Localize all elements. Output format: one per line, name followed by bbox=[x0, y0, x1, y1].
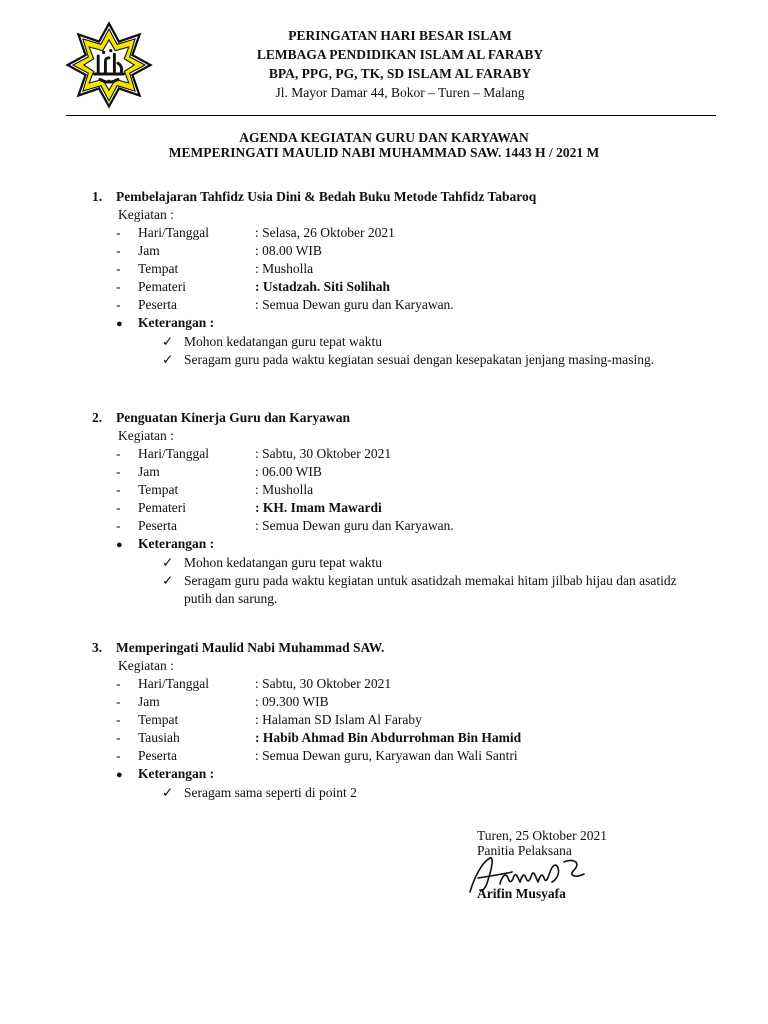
section-number: 1. bbox=[92, 189, 103, 204]
keterangan-label: Keterangan : bbox=[138, 536, 215, 551]
keterangan-heading bbox=[92, 766, 702, 784]
section-title: Pembelajaran Tahfidz Usia Dini & Bedah Buku Metode Tahfidz Tabaroq bbox=[116, 189, 537, 204]
letterhead-line-2: LEMBAGA PENDIDIKAN ISLAM AL FARABY bbox=[256, 47, 544, 62]
detail-value: : Halaman SD Islam Al Faraby bbox=[255, 712, 422, 727]
detail-row: - Jam : 09.300 WIB bbox=[116, 694, 329, 709]
detail-row: - Jam : 08.00 WIB bbox=[116, 243, 322, 258]
detail-label: Hari/Tanggal bbox=[138, 676, 210, 691]
note-text: Seragam sama seperti di point 2 bbox=[184, 785, 357, 800]
agenda-section-3 bbox=[92, 640, 702, 802]
detail-row: - Tempat : Musholla bbox=[116, 261, 314, 276]
letterhead-line-1: PERINGATAN HARI BESAR ISLAM bbox=[288, 28, 512, 43]
header-divider bbox=[66, 115, 716, 116]
note-item bbox=[92, 351, 702, 369]
detail-label: Tempat bbox=[138, 482, 179, 497]
detail-value: : 06.00 WIB bbox=[255, 464, 322, 479]
detail-value: : Semua Dewan guru dan Karyawan. bbox=[255, 518, 454, 533]
detail-label: Jam bbox=[138, 464, 160, 479]
detail-label: Tempat bbox=[138, 261, 179, 276]
letterhead-address: Jl. Mayor Damar 44, Bokor – Turen – Malang bbox=[275, 85, 525, 100]
note-item bbox=[92, 784, 702, 802]
detail-label: Hari/Tanggal bbox=[138, 446, 210, 461]
keterangan-label: Keterangan : bbox=[138, 766, 215, 781]
document-title-line-2: MEMPERINGATI MAULID NABI MUHAMMAD SAW. 1443 H / 2021 M bbox=[168, 145, 600, 160]
note-text: Mohon kedatangan guru tepat waktu bbox=[184, 555, 382, 570]
section-heading bbox=[92, 410, 702, 428]
checkmark-icon: ✓ bbox=[162, 334, 174, 349]
keterangan-label: Keterangan : bbox=[138, 315, 215, 330]
detail-label: Peserta bbox=[138, 518, 177, 533]
checkmark-icon: ✓ bbox=[162, 352, 174, 367]
detail-row: - Tausiah : Habib Ahmad Bin Abdurrohman Bin Hamid bbox=[116, 730, 522, 745]
kegiatan-label: Kegiatan : bbox=[118, 658, 174, 673]
detail-value: : 09.300 WIB bbox=[255, 694, 329, 709]
detail-value: : Ustadzah. Siti Solihah bbox=[255, 279, 391, 294]
agenda-section-1 bbox=[92, 189, 702, 369]
detail-label: Peserta bbox=[138, 297, 177, 312]
document-title-line-1: AGENDA KEGIATAN GURU DAN KARYAWAN bbox=[239, 130, 529, 145]
kegiatan-label: Kegiatan : bbox=[118, 207, 174, 222]
keterangan-heading bbox=[92, 536, 702, 554]
detail-label: Pemateri bbox=[138, 279, 186, 294]
checkmark-icon: ✓ bbox=[162, 555, 174, 570]
section-number: 2. bbox=[92, 410, 103, 425]
checkmark-icon: ✓ bbox=[162, 785, 174, 800]
detail-value: : Musholla bbox=[255, 261, 314, 276]
note-text: Mohon kedatangan guru tepat waktu bbox=[184, 334, 382, 349]
detail-row: - Jam : 06.00 WIB bbox=[116, 464, 322, 479]
detail-row: - Hari/Tanggal : Selasa, 26 Oktober 2021 bbox=[116, 225, 395, 240]
detail-label: Tausiah bbox=[138, 730, 180, 745]
detail-label: Peserta bbox=[138, 748, 177, 763]
detail-row: - Hari/Tanggal : Sabtu, 30 Oktober 2021 bbox=[116, 446, 392, 461]
note-item bbox=[92, 333, 702, 351]
detail-row: - Peserta : Semua Dewan guru dan Karyawan. bbox=[116, 297, 454, 312]
detail-row: - Pemateri : KH. Imam Mawardi bbox=[116, 500, 382, 515]
detail-row: - Peserta : Semua Dewan guru dan Karyawan. bbox=[116, 518, 454, 533]
detail-value: : Semua Dewan guru dan Karyawan. bbox=[255, 297, 454, 312]
letterhead bbox=[190, 26, 610, 102]
detail-value: : KH. Imam Mawardi bbox=[255, 500, 382, 515]
section-heading bbox=[92, 189, 702, 207]
checkmark-icon: ✓ bbox=[162, 573, 174, 588]
detail-value: : Selasa, 26 Oktober 2021 bbox=[255, 225, 395, 240]
detail-label: Hari/Tanggal bbox=[138, 225, 210, 240]
detail-value: : Sabtu, 30 Oktober 2021 bbox=[255, 676, 392, 691]
section-number: 3. bbox=[92, 640, 103, 655]
detail-row: - Tempat : Musholla bbox=[116, 482, 314, 497]
detail-value: : Habib Ahmad Bin Abdurrohman Bin Hamid bbox=[255, 730, 522, 745]
detail-value: : Sabtu, 30 Oktober 2021 bbox=[255, 446, 392, 461]
detail-row: - Pemateri : Ustadzah. Siti Solihah bbox=[116, 279, 391, 294]
bullet-icon: ● bbox=[116, 769, 123, 781]
detail-label: Tempat bbox=[138, 712, 179, 727]
section-title: Penguatan Kinerja Guru dan Karyawan bbox=[116, 410, 351, 425]
agenda-section-2 bbox=[92, 410, 702, 608]
signature-name: Arifin Musyafa bbox=[477, 886, 566, 901]
section-heading bbox=[92, 640, 702, 658]
detail-row: - Hari/Tanggal : Sabtu, 30 Oktober 2021 bbox=[116, 676, 392, 691]
signature-place-date: Turen, 25 Oktober 2021 bbox=[477, 828, 607, 843]
bullet-icon: ● bbox=[116, 539, 123, 551]
detail-label: Pemateri bbox=[138, 500, 186, 515]
al-faraby-logo bbox=[64, 20, 154, 110]
detail-label: Jam bbox=[138, 243, 160, 258]
signature-role: Panitia Pelaksana bbox=[477, 843, 572, 858]
detail-row: - Tempat : Halaman SD Islam Al Faraby bbox=[116, 712, 422, 727]
note-item bbox=[92, 572, 702, 608]
detail-row: - Peserta : Semua Dewan guru, Karyawan dan Wali Santri bbox=[116, 748, 518, 763]
keterangan-heading bbox=[92, 315, 702, 333]
detail-label: Jam bbox=[138, 694, 160, 709]
detail-value: : Musholla bbox=[255, 482, 314, 497]
section-title: Memperingati Maulid Nabi Muhammad SAW. bbox=[116, 640, 385, 655]
kegiatan-label: Kegiatan : bbox=[118, 428, 174, 443]
note-item bbox=[92, 554, 702, 572]
detail-value: : Semua Dewan guru, Karyawan dan Wali Santri bbox=[255, 748, 518, 763]
letterhead-line-3: BPA, PPG, PG, TK, SD ISLAM AL FARABY bbox=[268, 66, 532, 81]
detail-value: : 08.00 WIB bbox=[255, 243, 322, 258]
bullet-icon: ● bbox=[116, 318, 123, 330]
note-text: Seragam guru pada waktu kegiatan untuk asatidzah memakai hitam jilbab hijau dan asatidz putih dan sarung. bbox=[184, 573, 677, 606]
note-text: Seragam guru pada waktu kegiatan sesuai dengan kesepakatan jenjang masing-masing. bbox=[184, 352, 655, 367]
